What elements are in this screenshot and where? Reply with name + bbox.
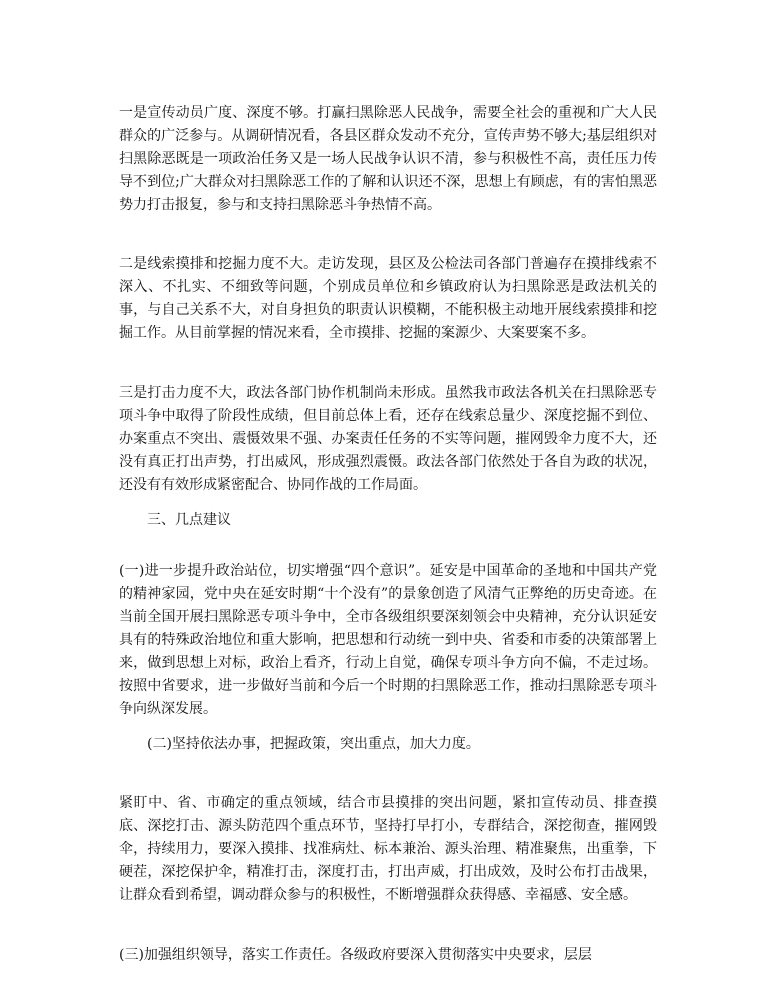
paragraph-problem-1: 一是宣传动员广度、深度不够。打赢扫黑除恶人民战争，需要全社会的重视和广大人民群众的广泛参与。从调研情况看，各县区群众发动不充分，宣传声势不够大;基层组织对扫黑除恶既是一项政治任务又是一场人民战争认识不清，参与积极性不高，责任压力传导不到位;广大群众对扫黑除恶工作的了解和认识还不深，思想上有顾虑，有的害怕黑恶势力打击报复，参与和支持扫黑除恶斗争热情不高。: [119, 105, 657, 213]
paragraph-problem-2: 二是线索摸排和挖掘力度不大。走访发现，县区及公检法司各部门普遍存在摸排线索不深入、不扎实、不细致等问题，个别成员单位和乡镇政府认为扫黑除恶是政法机关的事，与自己关系不大，对自身担负的职责认识模糊，不能积极主动地开展线索摸排和挖掘工作。从目前掌握的情况来看，全市摸排、挖掘的案源少、大案要案不多。: [119, 256, 657, 341]
section-heading-suggestions: 三、几点建议: [147, 512, 231, 528]
paragraph-suggestion-1: (一)进一步提升政治站位，切实增强“四个意识”。延安是中国革命的圣地和中国共产党的精神家园，党中央在延安时期“十个没有”的景象创造了风清气正弊绝的历史奇迹。在当前全国开展扫黑除恶专项斗争中，全市各级组织要深刻领会中央精神，充分认识延安具有的特殊政治地位和重大影响，把思想和行动统一到中央、省委和市委的决策部署上来，做到思想上对标，政治上看齐，行动上自觉，确保专项斗争方向不偏，不走过场。按照中省要求，进一步做好当前和今后一个时期的扫黑除恶工作，推动扫黑除恶专项斗争向纵深发展。: [119, 563, 657, 717]
paragraph-problem-3: 三是打击力度不大，政法各部门协作机制尚未形成。虽然我市政法各机关在扫黑除恶专项斗争中取得了阶段性成绩，但目前总体上看，还存在线索总量少、深度挖掘不到位、办案重点不突出、震慑效果不强、办案责任任务的不实等问题，摧网毁伞力度不大，还没有真正打出声势，打出威风，形成强烈震慑。政法各部门依然处于各自为政的状况，还没有有效形成紧密配合、协同作战的工作局面。: [119, 385, 657, 493]
paragraph-suggestion-2-body: 紧盯中、省、市确定的重点领域，结合市县摸排的突出问题，紧扣宣传动员、排查摸底、深挖打击、源头防范四个重点环节，坚持打早打小，专群结合，深挖彻查，摧网毁伞，持续用力，要深入摸排、找准病灶、标本兼治、源头治理、精准聚焦，出重拳，下硬茬，深挖保护伞，精准打击，深度打击，打出声威，打出成效，及时公布打击战果，让群众看到希望，调动群众参与的积极性，不断增强群众获得感、幸福感、安全感。: [119, 795, 657, 903]
document-body: [119, 102, 657, 967]
paragraph-suggestion-3: (三)加强组织领导，落实工作责任。各级政府要深入贯彻落实中央要求，层层: [119, 947, 592, 963]
paragraph-suggestion-2-title: (二)坚持依法办事，把握政策，突出重点，加大力度。: [147, 736, 480, 752]
